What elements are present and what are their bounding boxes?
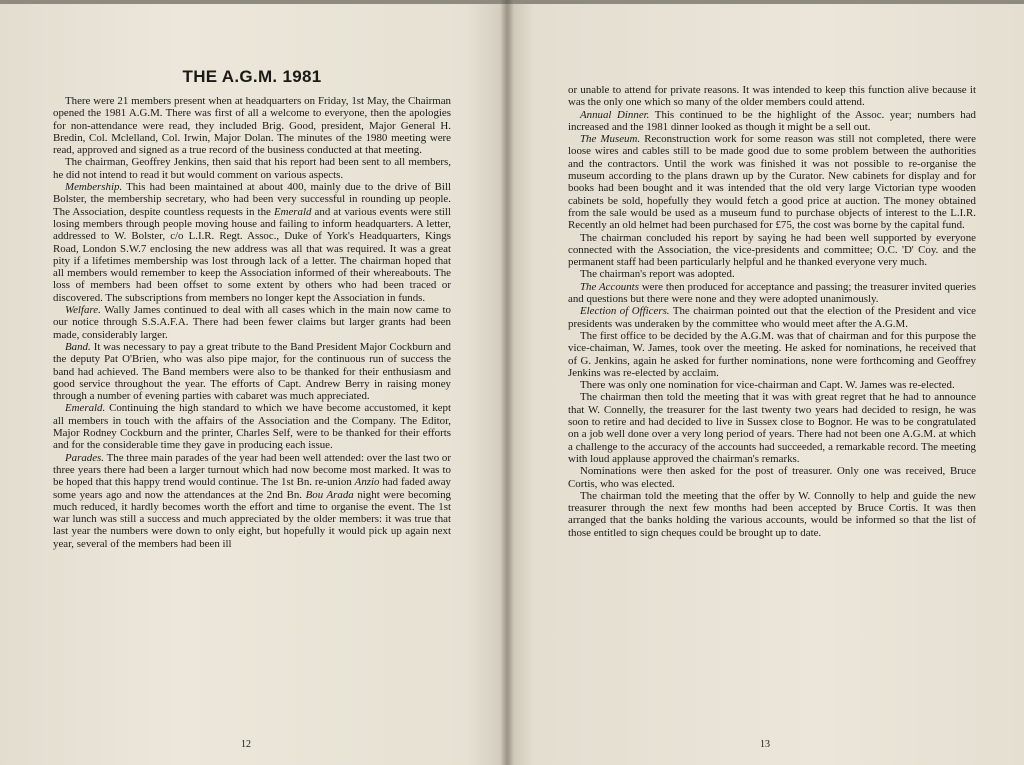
emerald-text: Continuing the high standard to which we have become accustomed, it kept all members in touch with the affairs of the Association and the Company. The Editor, Major Rodney Cockburn and the printer, Charles Self, were to be thanked for their efforts and for the considerable time they gave in producing each issue.: [53, 402, 451, 452]
parades-heading: Parades.: [65, 451, 105, 464]
paragraph-welfare: [53, 304, 451, 341]
paragraph-intro: There were 21 members present when at headquarters on Friday, 1st May, the Chairman opened the 1981 A.G.M. There was first of all a welcome to everyone, then the apologies for non-attendance were read, they included Brig. Good, president, Major General H. Bredin, Col. Mclelland, Col. Irwin, Major Dolan. The minutes of the 1980 meeting were read, approved and signed as a true record of the business conducted at that meeting.: [53, 95, 451, 157]
paragraph-membership: [53, 181, 451, 304]
paragraph-vice-chairman: There was only one nomination for vice-chairman and Capt. W. James was re-elected.: [580, 379, 955, 392]
accounts-text: were then produced for acceptance and passing; the treasurer invited queries and questions but there were none and they were adopted unanimously.: [568, 280, 976, 306]
welfare-text: Wally James continued to deal with all cases which in the main now came to our notice through S.S.A.F.A. There had been fewer claims but larger grants had been made, considerably larger.: [53, 304, 451, 341]
paragraph-concluded: The chairman concluded his report by saying he had been well supported by everyone connected with the Association, the vice-presidents and committee; O.C. 'D' Coy. and the permanent staff had been particularly helpful and he thanked everyone very much.: [568, 231, 976, 269]
paragraph-offer: The chairman told the meeting that the offer by W. Connolly to help and guide the new treasurer through the next few months had been accepted by Bruce Cortis. It was then arranged that the banks holding the various accounts, would be informed so that the list of those entitled to sign cheques could be brought up to date.: [568, 489, 976, 539]
right-page: [508, 4, 1024, 765]
band-heading: Band.: [65, 340, 91, 353]
paragraph-museum: [568, 133, 976, 231]
annual-dinner-heading: Annual Dinner.: [580, 108, 650, 121]
band-text: It was necessary to pay a great tribute to the Band President Major Cockburn and the deputy Pat O'Brien, who was also pipe major, for the continuous run of success the band had achieved. The Band members were also to be thanked for their enthusiasm and good service throughout the year. The efforts of Capt. Andrew Berry in raising money through a number of evening parties with cabaret was much appreciated.: [53, 340, 451, 403]
parades-text: The three main parades of the year had been well attended: over the last two or three years there had been a larger turnout which had now become most marked. It was to be hoped that this happy trend would continue. The 1st Bn. re-union: [53, 451, 451, 489]
membership-text: This had been maintained at about 400, mainly due to the drive of Bill Bolster, the membership secretary, who had been very successful in rounding up people. The Association, despite countless requests in the: [53, 181, 451, 218]
emerald-heading: Emerald.: [65, 402, 106, 415]
welfare-heading: Welfare.: [65, 304, 101, 317]
bou-arada-italic: Bou Arada: [305, 488, 354, 501]
page-number-left: 12: [241, 739, 251, 750]
paragraph-emerald: [53, 402, 451, 451]
paragraph-treasurer: The chairman then told the meeting that it was with great regret that he had to announce that W. Connelly, the treasurer for the last twenty two years had decided to resign, he was soon to retire and had decided to live in Sussex close to Bognor. He was to be congratulated on a job well done over a very long period of years. There had not been one A.G.M. at which a challenge to the accuracy of the accounts had succeeded, a remarkable record. The meeting with loud applause approved the chairman's remarks.: [568, 391, 976, 465]
paragraph-nominations: Nominations were then asked for the post of treasurer. Only one was received, Bruce Cortis, who was elected.: [568, 465, 976, 490]
membership-heading: Membership.: [65, 181, 123, 194]
paragraph-annual-dinner: [568, 109, 976, 134]
accounts-heading: The Accounts: [580, 280, 639, 293]
museum-heading: The Museum.: [580, 133, 641, 146]
election-heading: Election of Officers.: [580, 305, 670, 318]
paragraph-first-office: The first office to be decided by the A.G.M. was that of chairman and for this purpose the vice-chaiman, W. James, took over the meeting. He asked for nominations, he received that of G. Jenkins, again he asked for further nominations, none were forthcoming and Geoffrey Jenkins was re-elected by acclaim.: [568, 329, 976, 379]
right-column: [568, 84, 976, 539]
paragraph-parades: [53, 452, 451, 550]
paragraph-adopted: The chairman's report was adopted.: [580, 268, 735, 281]
paragraph-report: The chairman, Geoffrey Jenkins, then said that his report had been sent to all members, he did not intend to read it but would comment on various aspects.: [53, 156, 451, 181]
annual-dinner-text: This continued to be the highlight of the Assoc. year; numbers had increased and the 1981 dinner looked as though it might be a sell out.: [568, 108, 977, 133]
book-gutter: [500, 0, 514, 765]
paragraph-election: [568, 305, 976, 330]
paragraph-band: [53, 341, 451, 402]
paragraph-accounts: [568, 281, 976, 306]
parades-text-2: had faded away some years ago and now the attendances at the 2nd Bn.: [53, 476, 451, 501]
paragraph-continuation: or unable to attend for private reasons. It was intended to keep this function alive because it was the only one which so many of the older members could attend.: [568, 84, 976, 109]
left-page: [0, 4, 508, 765]
page-title: THE A.G.M. 1981: [182, 67, 322, 86]
emerald-italic: Emerald: [273, 205, 312, 218]
anzio-italic: Anzio: [354, 476, 380, 489]
parades-text-3: night were becoming much reduced, it hardly becomes worth the effort and time to organise the event. The 1st war lunch was still a success and much appreciated by the older members: it was true that last year the numbers were down to only eight, but hopefully it would pick up again next year, several of the members had been ill: [53, 488, 451, 550]
left-column: [53, 67, 451, 550]
election-text: The chairman pointed out that the election of the President and vice presidents was underaken by the committee who would meet after the A.G.M.: [568, 305, 976, 330]
museum-text: Reconstruction work for some reason was still not completed, there were loose wires and cables still to be made good due to some problem between the authorities and the contractors. Until the work was finished it was not possible to re-organise the museum according to the plans drawn up by the Curator. New cabinets for display and for books had been bought and it was intended that the old very large Victorian type wooden cabinets be sold, hopefully they would fetch a good price at auction. The money obtained from the sale would be used as a museum fund to purchase objects of interest to the L.I.R. Recently an old helmet had been purchased for £75, the cost was borne by the capital fund.: [568, 133, 976, 232]
page-number-right: 13: [760, 739, 770, 750]
membership-text-2: and at various events were still losing members through people moving house and failing to inform headquarters. A letter, addressed to W. Bolster, c/o L.I.R. Regt. Assoc., Duke of York's Headquarters, Kings Road, London S.W.7 enclosing the new address was all that was required. It was a great pity if a lifetimes membership was lost through lack of a letter. The chairman hoped that all members would remember to keep the Association informed of their whereabouts. The loss of members had been offset to some extent by others who had been traced or discovered. The subscriptions from members no longer kept the Association in funds.: [53, 205, 451, 304]
